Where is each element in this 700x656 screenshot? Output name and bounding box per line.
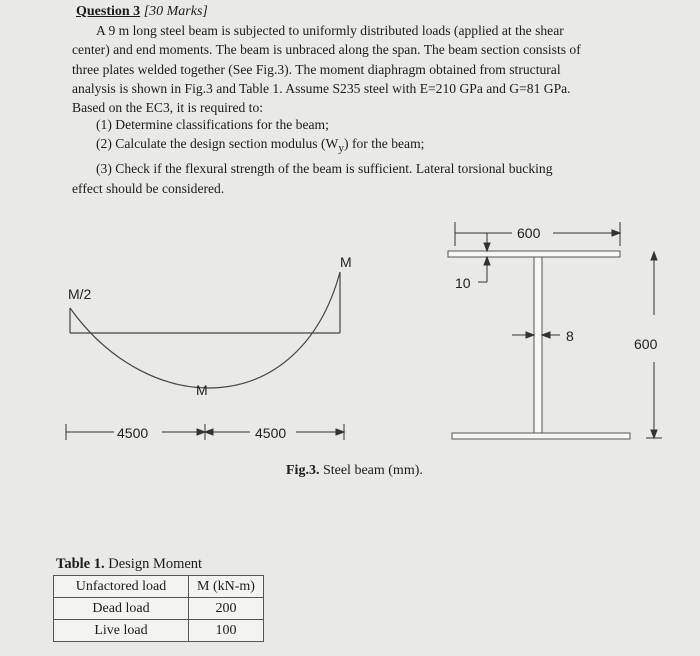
flange-thickness-label: 10 (455, 275, 471, 291)
table-cell: Live load (54, 620, 189, 642)
paragraph-line: three plates welded together (See Fig.3). The moment diaphragm obtained from structural (72, 61, 561, 77)
web-thickness-label: 8 (566, 328, 574, 344)
task-subscript: y (338, 143, 345, 156)
table-cell: Dead load (54, 598, 189, 620)
span-dimension (66, 424, 344, 440)
table-header-cell: M (kN-m) (189, 576, 264, 598)
figure-caption-label: Fig.3. (286, 463, 320, 478)
top-flange (448, 251, 620, 257)
table-row (54, 620, 264, 642)
table-header-cell: Unfactored load (54, 576, 189, 598)
paragraph-line: center) and end moments. The beam is unbraced along the span. The beam section consists of (72, 42, 581, 58)
section-depth-label: 600 (634, 336, 658, 352)
table-title (56, 556, 202, 573)
paragraph-line: analysis is shown in Fig.3 and Table 1. Assume S235 steel with E=210 GPa and G=81 GPa. (72, 80, 571, 96)
question-marks: [30 Marks] (143, 4, 208, 19)
midspan-moment-label: M (196, 382, 208, 398)
left-span-length: 4500 (117, 425, 149, 441)
moment-curve (70, 272, 340, 388)
table-label: Table 1. (56, 556, 105, 572)
task-item-3-continued: effect should be considered. (72, 180, 225, 196)
design-moment-table (53, 575, 264, 642)
web (534, 257, 542, 433)
task-item-2: (2) Calculate the design section modulus $(W_y)$ for the beam; (96, 136, 425, 156)
bottom-flange (452, 433, 630, 439)
left-moment-label: M/2 (68, 286, 92, 302)
table-header-row (54, 576, 264, 598)
paragraph-line: A 9 m long steel beam is subjected to uniformly distributed loads (applied at the shear (96, 23, 564, 38)
table-row (54, 598, 264, 620)
question-title: Question 3 (76, 4, 141, 19)
table-title-text: Design Moment (108, 556, 203, 572)
table-cell: 100 (189, 620, 264, 642)
moment-diagram (70, 272, 340, 388)
figure-caption (286, 463, 423, 479)
i-section (448, 251, 630, 439)
task-item-3: (3) Check if the flexural strength of the beam is sufficient. Lateral torsional bucking (96, 161, 553, 177)
flange-width-label: 600 (517, 225, 541, 241)
right-span-length: 4500 (255, 425, 287, 441)
paragraph-line: Based on the EC3, it is required to: (72, 100, 264, 116)
table-cell: 200 (189, 598, 264, 620)
figure-caption-text: Steel beam (mm). (322, 463, 423, 478)
task-item-1: (1) Determine classifications for the beam; (96, 117, 329, 132)
right-moment-label: M (340, 254, 352, 270)
